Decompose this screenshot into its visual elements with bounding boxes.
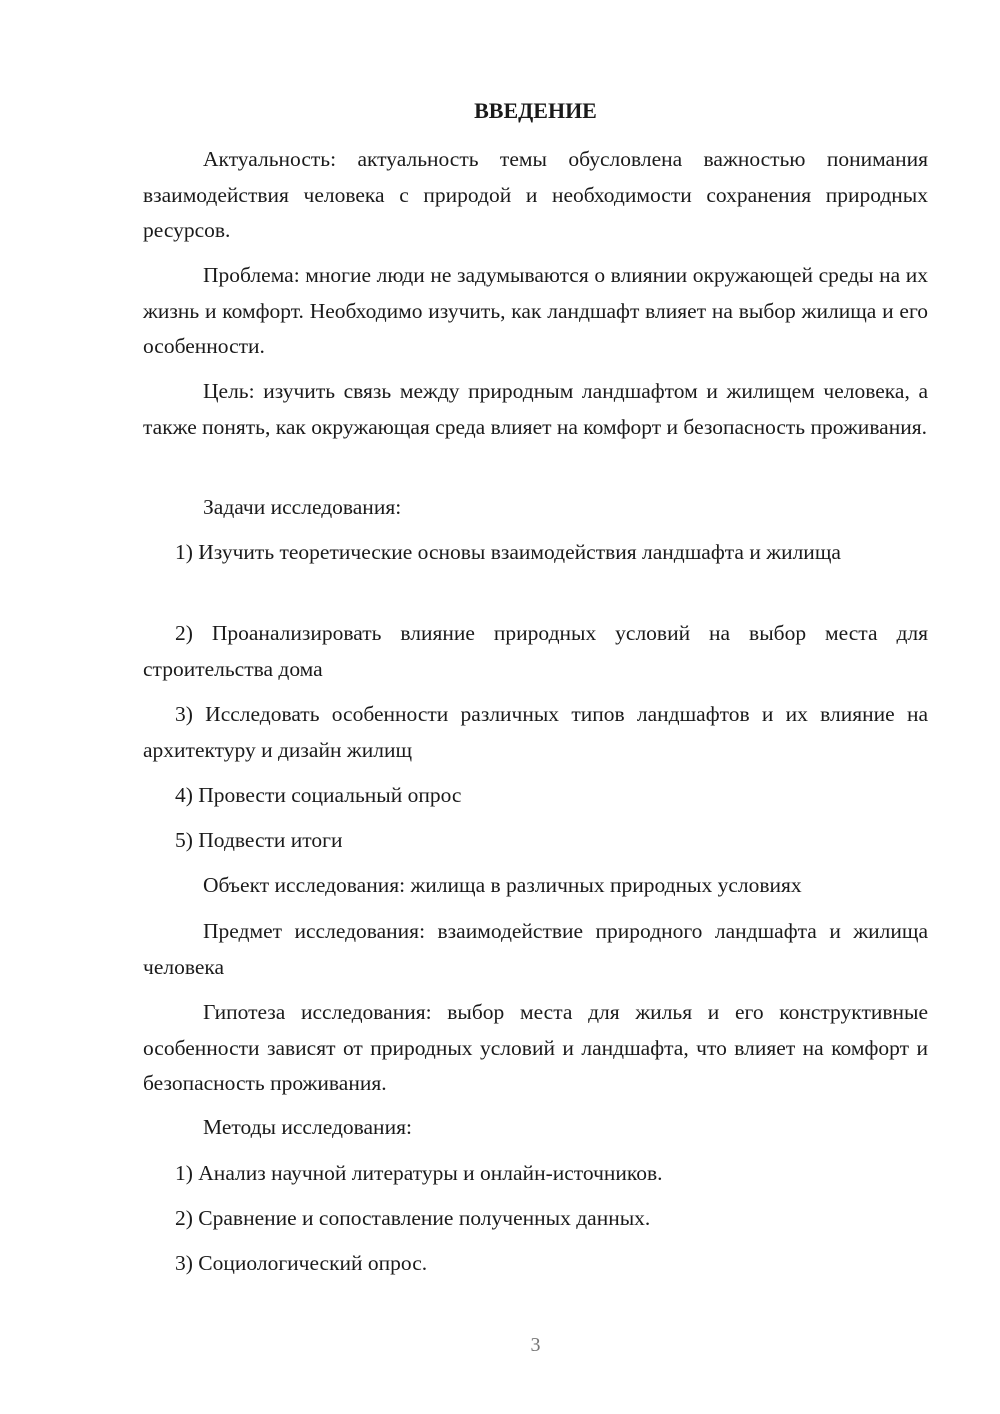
paragraph-subject: Предмет исследования: взаимодействие природного ландшафта и жилища человека	[143, 919, 928, 979]
paragraph-tasks-heading: Задачи исследования:	[203, 495, 402, 519]
list-item-task-3: 3) Исследовать особенности различных типов ландшафтов и их влияние на архитектуру и дизайн жилищ	[143, 702, 928, 762]
section-title: ВВЕДЕНИЕ	[474, 98, 597, 123]
list-item-method-3: 3) Социологический опрос.	[175, 1251, 428, 1275]
list-item-method-2: 2) Сравнение и сопоставление полученных данных.	[175, 1206, 651, 1230]
list-item-task-5: 5) Подвести итоги	[175, 828, 343, 852]
list-item-task-4: 4) Провести социальный опрос	[175, 783, 462, 807]
paragraph-relevance: Актуальность: актуальность темы обусловлена важностью понимания взаимодействия человека с природой и необходимости сохранения природных ресурсов.	[143, 147, 928, 242]
paragraph-goal: Цель: изучить связь между природным ландшафтом и жилищем человека, а также понять, как окружающая среда влияет на комфорт и безопасность проживания.	[143, 379, 928, 439]
paragraph-object: Объект исследования: жилища в различных природных условиях	[203, 873, 802, 897]
paragraph-problem: Проблема: многие люди не задумываются о влиянии окружающей среды на их жизнь и комфорт. Необходимо изучить, как ландшафт влияет на выбор жилища и его особенности.	[143, 263, 928, 358]
paragraph-hypothesis: Гипотеза исследования: выбор места для жилья и его конструктивные особенности зависят от природных условий и ландшафта, что влияет на комфорт и безопасность проживания.	[143, 1000, 928, 1095]
list-item-task-2: 2) Проанализировать влияние природных условий на выбор места для строительства дома	[143, 621, 928, 681]
page-number: 3	[530, 1334, 541, 1356]
document-page	[143, 0, 928, 1414]
list-item-task-1: 1) Изучить теоретические основы взаимодействия ландшафта и жилища	[175, 540, 841, 564]
paragraph-methods-heading: Методы исследования:	[203, 1115, 412, 1139]
list-item-method-1: 1) Анализ научной литературы и онлайн-источников.	[175, 1161, 663, 1185]
